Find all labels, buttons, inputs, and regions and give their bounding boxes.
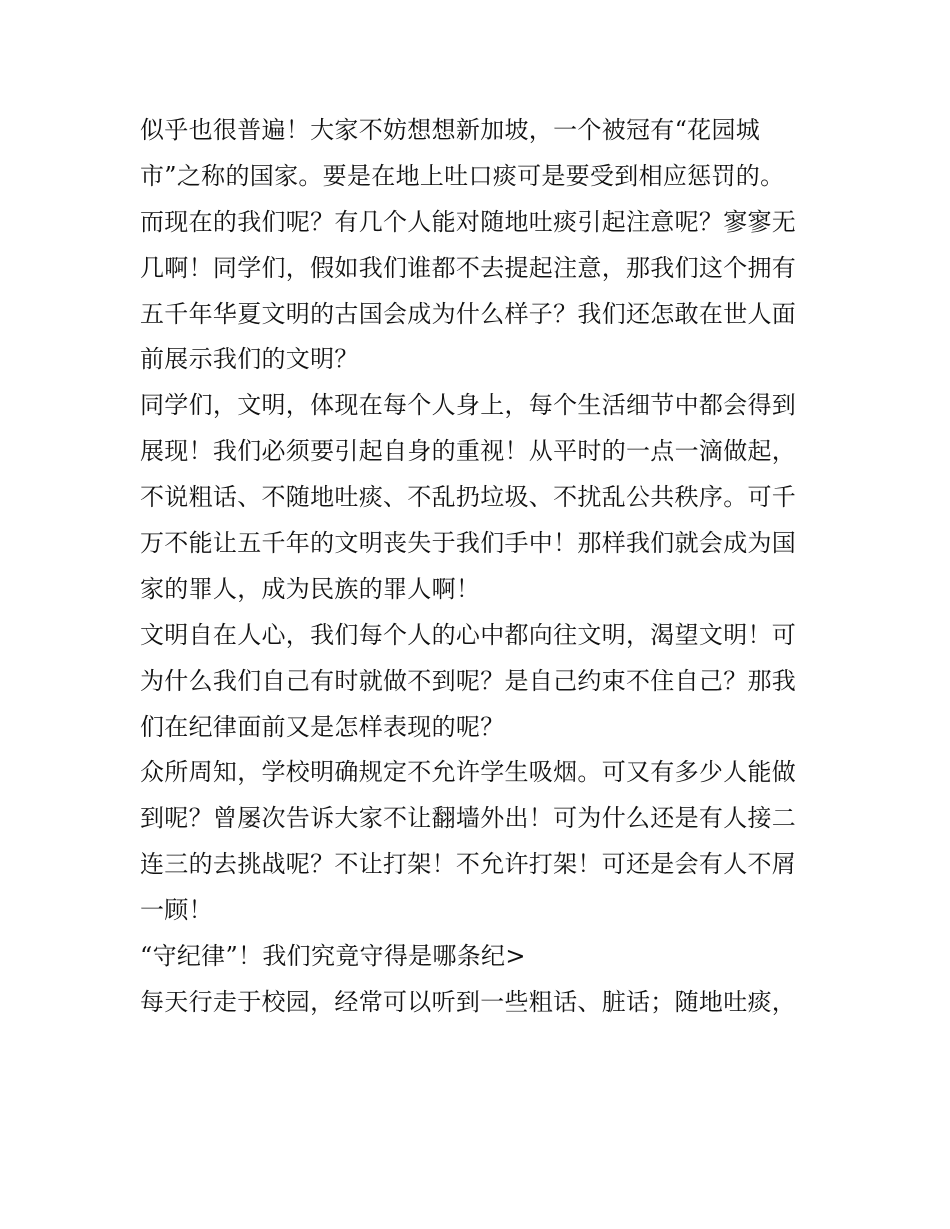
text-line: 同学们，文明，体现在每个人身上，每个生活细节中都会得到 xyxy=(140,391,797,420)
text-line: 而现在的我们呢？有几个人能对随地吐痰引起注意呢？寥寥无 xyxy=(140,207,797,236)
text-line: 展现！我们必须要引起自身的重视！从平时的一点一滴做起， xyxy=(140,437,797,466)
text-line: 到呢？曾屡次告诉大家不让翻墙外出！可为什么还是有人接二 xyxy=(140,804,797,833)
text-line: 不说粗话、不随地吐痰、不乱扔垃圾、不扰乱公共秩序。可千 xyxy=(140,483,797,512)
text-line: 前展示我们的文明？ xyxy=(140,345,359,374)
text-line: 连三的去挑战呢？不让打架！不允许打架！可还是会有人不屑 xyxy=(140,850,797,879)
text-line: 家的罪人，成为民族的罪人啊！ xyxy=(140,574,481,603)
text-line: 几啊！同学们，假如我们谁都不去提起注意，那我们这个拥有 xyxy=(140,253,797,282)
text-line: 市”之称的国家。要是在地上吐口痰可是要受到相应惩罚的。 xyxy=(140,161,785,190)
text-line: 一顾！ xyxy=(140,896,213,925)
text-line: 似乎也很普遍！大家不妨想想新加坡，一个被冠有“花园城 xyxy=(140,116,761,144)
text-line: 五千年华夏文明的古国会成为什么样子？我们还怎敢在世人面 xyxy=(140,299,797,328)
text-line: 众所周知，学校明确规定不允许学生吸烟。可又有多少人能做 xyxy=(140,758,797,787)
text-line: “守纪律”！我们究竟守得是哪条纪> xyxy=(140,942,526,971)
text-line: 万不能让五千年的文明丧失于我们手中！那样我们就会成为国 xyxy=(140,529,797,558)
document-body xyxy=(140,108,830,1026)
text-line: 为什么我们自己有时就做不到呢？是自己约束不住自己？那我 xyxy=(140,666,797,695)
text-line: 文明自在人心，我们每个人的心中都向往文明，渴望文明！可 xyxy=(140,620,797,649)
text-line: 们在纪律面前又是怎样表现的呢？ xyxy=(140,712,505,741)
text-line: 每天行走于校园，经常可以听到一些粗话、脏话；随地吐痰， xyxy=(140,987,797,1016)
